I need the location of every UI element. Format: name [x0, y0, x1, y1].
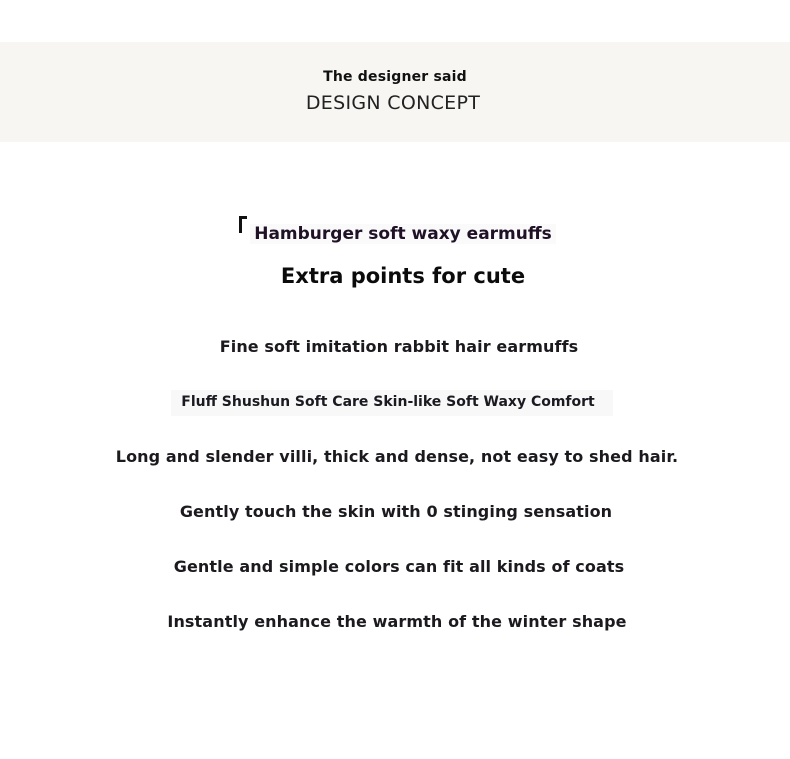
banner-subtitle: The designer said: [323, 69, 467, 85]
design-concept-banner: [0, 42, 790, 142]
product-name: [4, 224, 790, 244]
product-name-text: Hamburger soft waxy earmuffs: [250, 224, 556, 244]
feature-line-2-text: Fluff Shushun Soft Care Skin-like Soft Waxy Comfort: [171, 390, 612, 416]
feature-line-5: Gentle and simple colors can fit all kinds of coats: [173, 557, 625, 576]
banner-title: DESIGN CONCEPT: [305, 92, 481, 114]
feature-line-6: Instantly enhance the warmth of the winter shape: [167, 612, 627, 631]
feature-line-2: [0, 390, 787, 416]
product-tagline: Extra points for cute: [280, 264, 526, 288]
feature-line-1: Fine soft imitation rabbit hair earmuffs: [219, 337, 579, 356]
feature-line-3: Long and slender villi, thick and dense, not easy to shed hair.: [115, 447, 679, 466]
feature-line-4: Gently touch the skin with 0 stinging sensation: [179, 502, 613, 521]
